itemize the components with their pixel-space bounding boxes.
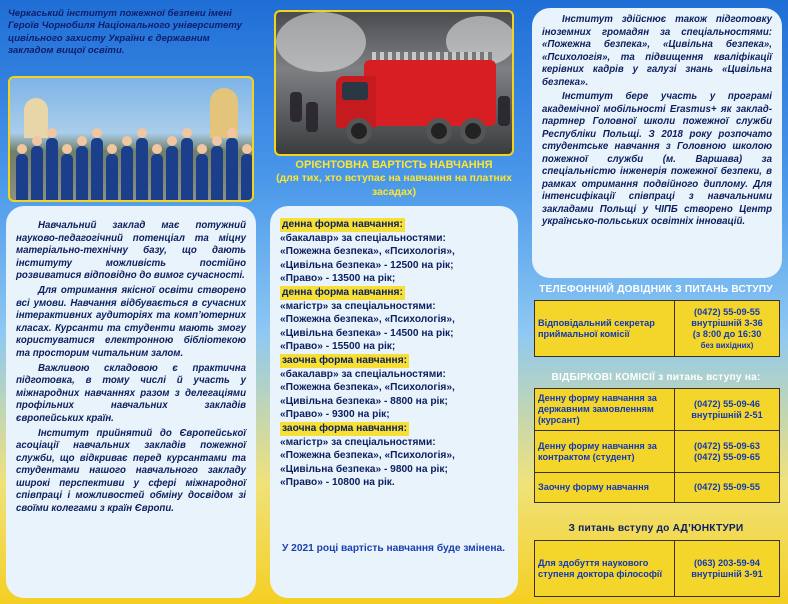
truck-body <box>364 60 496 126</box>
working-days: без вихідних) <box>700 340 754 350</box>
cadet-figure <box>136 138 148 200</box>
smoke <box>276 12 366 72</box>
cadet-figure <box>76 146 88 200</box>
commissions-table <box>534 388 780 503</box>
cost-line: «магістр» за спеціальностями: <box>280 436 436 448</box>
phone-number[interactable]: (0472) 55-09-55 <box>694 306 760 317</box>
intro-text: Черкаський інститут пожежної безпеки імені Героїв Чорнобиля Національного університету цивільного захисту України є державним закладом вищої освіти. <box>8 8 242 57</box>
table-row <box>535 389 780 431</box>
study-form: денна форма навчання: <box>282 286 403 298</box>
cost-line: «Пожежна безпека», «Психологія», <box>280 382 455 394</box>
secretary-label: Відповідальний секретар приймальної комісії <box>535 301 675 357</box>
column-middle <box>262 0 524 604</box>
cadet-figure <box>61 154 73 200</box>
cadet-figure <box>241 154 253 200</box>
cost-line: «Цивільна безпека» - 14500 на рік; <box>280 327 454 339</box>
truck-ladder <box>372 52 492 60</box>
study-form: заочна форма навчання: <box>282 422 408 434</box>
commission-label: Денну форму навчання за контрактом (студент) <box>535 431 675 473</box>
firefighter <box>290 92 302 122</box>
commission-label: Денну форму навчання за державним замовленням (курсант) <box>535 389 675 431</box>
cost-line: «Право» - 15500 на рік; <box>280 341 396 353</box>
cost-block <box>280 422 508 490</box>
commission-label: Заочну форму навчання <box>535 473 675 503</box>
adjunct-heading: З питань вступу до АД’ЮНКТУРИ <box>568 523 744 534</box>
cadet-figure <box>226 138 238 200</box>
column-left <box>0 0 262 604</box>
paragraph: Інститут прийнятий до Європейської асоціації навчальних закладів пожежної служби, що відкриває перед курсантами та студентами нашого навчального закладу широкі перспективи у сфері міжнародної співпраці і можливостей обміну досвідом зі своїми колегами з країн Європи. <box>16 427 246 515</box>
parade-photo <box>8 76 254 202</box>
table-row <box>535 473 780 503</box>
cost-line: «Право» - 10800 на рік. <box>280 477 395 489</box>
commission-contacts <box>675 431 780 473</box>
cost-note: У 2021 році вартість навчання буде змінена. <box>282 543 506 554</box>
cadet-figure <box>151 154 163 200</box>
cost-line: «Право» - 9300 на рік; <box>280 409 390 421</box>
cost-heading <box>276 158 512 200</box>
truck-window <box>342 82 368 100</box>
secretary-contacts <box>675 301 780 357</box>
cadet-figure <box>106 154 118 200</box>
cost-line: «Цивільна безпека» - 12500 на рік; <box>280 259 454 271</box>
cadet-figure <box>46 138 58 200</box>
info-card-right <box>532 8 782 278</box>
paragraph: Важливою складовою є практична підготовка, в тому числі й участь у міжнародних навчаннях разом з делегаціями профільних навчальних закладів європейських країн. <box>16 362 246 424</box>
phone-number[interactable]: (0472) 55-09-63 <box>694 440 760 451</box>
phone-number[interactable]: (0472) 55-09-46 <box>694 398 760 409</box>
paragraph: Інститут здійснює також підготовку іноземних громадян за спеціальностями: «Пожежна безпека», «Цивільна безпека», «Психологія», та підвищення кваліфікації керівних кадрів у галузі знань «Цивільна безпека». <box>542 14 772 88</box>
cost-card <box>270 206 518 598</box>
truck-wheel <box>346 118 372 144</box>
cadet-figure <box>16 154 28 200</box>
adjunct-contacts <box>675 541 780 597</box>
phone-number[interactable]: внутрішній 2-51 <box>691 409 763 420</box>
cadet-figure <box>181 138 193 200</box>
cadet-figure <box>211 146 223 200</box>
cost-subtitle: (для тих, хто вступає на навчання на платних засадах) <box>276 173 512 198</box>
paragraph: Навчальний заклад має потужний науково-педагогічний потенціал та міцну матеріально-технічну базу, що дають інституту можливість постійно розвиватися відповідно до вимог сучасності. <box>16 220 246 282</box>
cost-line: «магістр» за спеціальностями: <box>280 300 436 312</box>
phone-extension: внутрішній 3-91 <box>691 568 763 579</box>
cost-line: «Цивільна безпека» - 8800 на рік; <box>280 395 448 407</box>
cadet-figure <box>166 146 178 200</box>
cost-line: «бакалавр» за спеціальностями: <box>280 368 446 380</box>
column-right <box>524 0 788 604</box>
cost-block <box>280 354 508 422</box>
cost-line: «Право» - 13500 на рік; <box>280 273 396 285</box>
working-hours: (з 8:00 до 16:30 <box>692 328 762 339</box>
cost-line: «бакалавр» за спеціальностями: <box>280 232 446 244</box>
adjunct-table <box>534 540 780 597</box>
cost-line: «Пожежна безпека», «Психологія», <box>280 246 455 258</box>
cadet-figure <box>196 154 208 200</box>
phone-number[interactable]: (0472) 55-09-55 <box>694 482 760 492</box>
commissions-heading: ВІДБІРКОВІ КОМІСІЇ з питань вступу на: <box>551 372 761 383</box>
cadet-figure <box>91 138 103 200</box>
cost-title: ОРІЄНТОВНА ВАРТІСТЬ НАВЧАННЯ <box>295 159 493 171</box>
church-dome <box>24 98 48 138</box>
commission-contacts <box>675 473 780 503</box>
truck-wheel <box>426 118 452 144</box>
cost-line: «Цивільна безпека» - 9800 на рік; <box>280 463 448 475</box>
table-row <box>535 301 780 357</box>
phone-number[interactable]: (0472) 55-09-65 <box>694 451 760 462</box>
table-row <box>535 431 780 473</box>
firefighter <box>306 102 318 132</box>
study-form: заочна форма навчання: <box>282 354 408 366</box>
table-row <box>535 541 780 597</box>
info-card-left <box>6 206 256 598</box>
cost-line: «Пожежна безпека», «Психологія», <box>280 314 455 326</box>
study-form: денна форма навчання: <box>282 219 403 230</box>
paragraph: Інститут бере участь у програмі академічної мобільності Erasmus+ як заклад-партнер Головної школи пожежної служби Республіки Польщі. З 2018 року розпочато студентське навчання з Головною школою пожежної служби (м. Варшава) за спеціальністю інженерія пожежної безпеки, в рамках отримання подвійного диплому. Для інтенсифікації співпраці з навчальними закладами Польщі у ЧІПБ створено Центр українсько-польських освітніх інновацій. <box>542 91 772 227</box>
cost-line: «Пожежна безпека», «Психологія», <box>280 450 455 462</box>
cost-list <box>280 218 508 490</box>
phone-number[interactable]: (063) 203-59-94 <box>694 557 760 568</box>
phone-table <box>534 300 780 357</box>
phone-heading: ТЕЛЕФОННИЙ ДОВІДНИК З ПИТАНЬ ВСТУПУ <box>539 284 773 295</box>
cadet-figure <box>121 146 133 200</box>
cost-block <box>280 286 508 354</box>
cost-block <box>280 218 508 286</box>
paragraph: Для отримання якісної освіти створено всі умови. Навчання відбувається в сучасних інтерактивних аудиторіях та комп’ютерних класах. Курсанти та студенти мають змогу користуватися електронною бібліотекою та просторим читальним залом. <box>16 284 246 359</box>
truck-wheel <box>460 118 486 144</box>
phone-extension: внутрішній 3-36 <box>691 317 763 328</box>
cadet-figure <box>31 146 43 200</box>
adjunct-label: Для здобуття наукового ступеня доктора філософії <box>535 541 675 597</box>
firefighter <box>498 96 510 126</box>
fire-truck-photo <box>274 10 514 156</box>
commission-contacts <box>675 389 780 431</box>
